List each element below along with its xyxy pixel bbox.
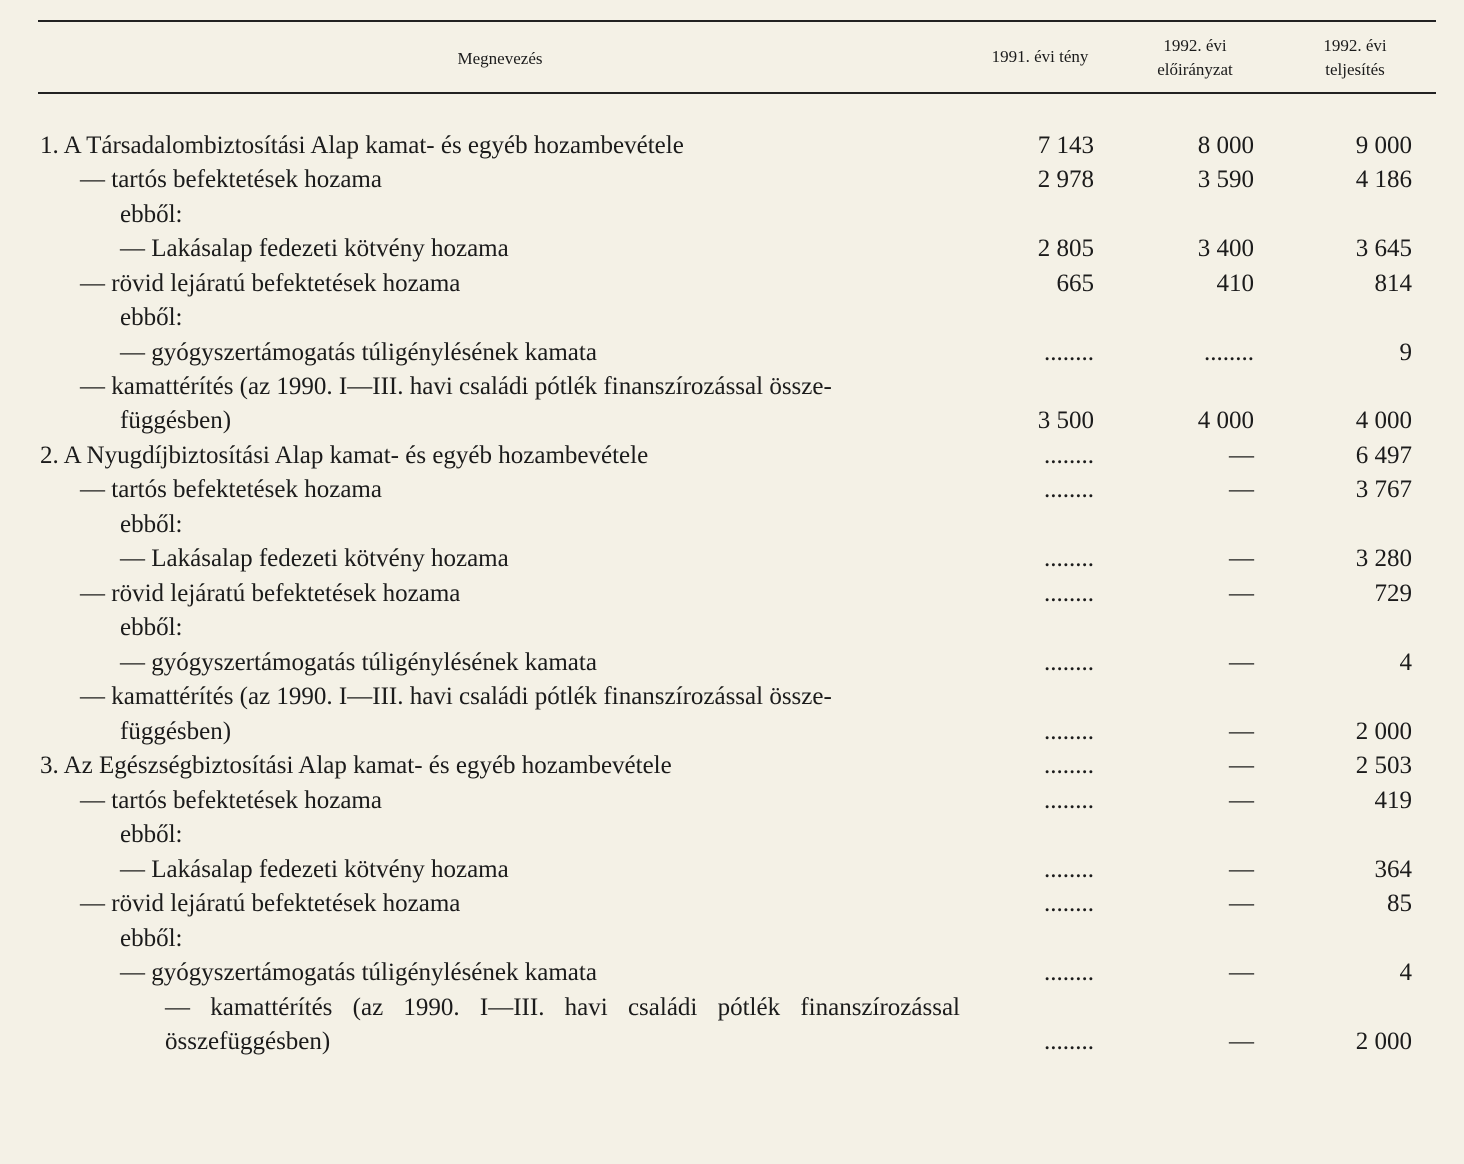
value-1992-actual: 85: [1387, 890, 1412, 917]
row-label: — gyógyszertámogatás túligénylésének kamata: [120, 649, 597, 676]
row-label: — kamattérítés (az 1990. I—III. havi családi pótlék finanszírozással: [165, 994, 960, 1021]
table-row: [0, 232, 1464, 266]
value-1992-actual: 2 000: [1355, 1028, 1412, 1055]
value-1991-actual: ........: [1044, 787, 1094, 814]
value-1991-actual: 2 805: [1037, 235, 1094, 262]
value-1992-actual: 3 645: [1355, 235, 1412, 262]
value-1992-plan: —: [1229, 718, 1254, 745]
value-1992-plan: 410: [1216, 270, 1254, 297]
value-1991-actual: ........: [1044, 339, 1094, 366]
table-row: [0, 1025, 1464, 1059]
value-1992-plan: —: [1229, 787, 1254, 814]
value-1991-actual: ........: [1044, 959, 1094, 986]
row-label: — rövid lejáratú befektetések hozama: [80, 890, 461, 917]
row-label: függésben): [120, 407, 232, 434]
table-row: [0, 749, 1464, 783]
row-label: 2. A Nyugdíjbiztosítási Alap kamat- és egyéb hozambevétele: [40, 442, 649, 469]
value-1991-actual: 665: [1056, 270, 1094, 297]
value-1992-actual: 9: [1399, 339, 1412, 366]
value-1992-actual: 6 497: [1355, 442, 1412, 469]
value-1992-actual: 9 000: [1355, 132, 1412, 159]
value-1991-actual: 2 978: [1037, 166, 1094, 193]
row-label: ebből:: [120, 304, 183, 331]
value-1991-actual: 7 143: [1037, 132, 1094, 159]
row-label: függésben): [120, 718, 232, 745]
table-top-rule: [38, 20, 1436, 22]
row-label: ebből:: [120, 201, 183, 228]
table-row: [0, 922, 1464, 956]
value-1991-actual: ........: [1044, 752, 1094, 779]
header-1992-actual: [1290, 34, 1420, 82]
table-row: [0, 887, 1464, 921]
value-1992-plan: —: [1229, 1028, 1254, 1055]
table-row: [0, 818, 1464, 852]
value-1991-actual: ........: [1044, 856, 1094, 883]
value-1992-plan: —: [1229, 649, 1254, 676]
row-label: — Lakásalap fedezeti kötvény hozama: [120, 235, 509, 262]
header-name: Megnevezés: [457, 49, 543, 68]
header-1992-actual-line2: teljesítés: [1325, 60, 1385, 79]
row-label: 3. Az Egészségbiztosítási Alap kamat- és egyéb hozambevétele: [40, 752, 672, 779]
row-label: ebből:: [120, 614, 183, 641]
row-label: — tartós befektetések hozama: [80, 476, 382, 503]
table-row: [0, 646, 1464, 680]
table-row: [0, 611, 1464, 645]
value-1992-actual: 2 000: [1355, 718, 1412, 745]
row-label: — kamattérítés (az 1990. I—III. havi családi pótlék finanszírozással össze-: [80, 373, 832, 400]
value-1992-actual: 4: [1399, 959, 1412, 986]
header-1992-plan: [1130, 34, 1260, 82]
table-row: [0, 991, 1464, 1025]
row-label: — gyógyszertámogatás túligénylésének kamata: [120, 959, 597, 986]
header-1991-actual: 1991. évi tény: [991, 47, 1089, 66]
table-row: [0, 542, 1464, 576]
value-1992-actual: 4: [1399, 649, 1412, 676]
table-row: [0, 473, 1464, 507]
value-1992-plan: —: [1229, 442, 1254, 469]
row-label: — tartós befektetések hozama: [80, 166, 382, 193]
row-label: ebből:: [120, 511, 183, 538]
value-1991-actual: ........: [1044, 442, 1094, 469]
row-label: — rövid lejáratú befektetések hozama: [80, 270, 461, 297]
value-1992-plan: 4 000: [1197, 407, 1254, 434]
table-row: [0, 439, 1464, 473]
value-1991-actual: ........: [1044, 545, 1094, 572]
table-row: [0, 577, 1464, 611]
value-1991-actual: ........: [1044, 1028, 1094, 1055]
table-row: [0, 956, 1464, 990]
value-1991-actual: ........: [1044, 890, 1094, 917]
table-row: [0, 404, 1464, 438]
value-1992-actual: 419: [1374, 787, 1412, 814]
table-row: [0, 301, 1464, 335]
row-label: ebből:: [120, 925, 183, 952]
value-1991-actual: ........: [1044, 476, 1094, 503]
value-1992-plan: —: [1229, 580, 1254, 607]
table-row: [0, 370, 1464, 404]
value-1992-actual: 3 280: [1355, 545, 1412, 572]
row-label: — tartós befektetések hozama: [80, 787, 382, 814]
row-label: — Lakásalap fedezeti kötvény hozama: [120, 545, 509, 572]
value-1992-plan: ........: [1204, 339, 1254, 366]
value-1992-plan: —: [1229, 856, 1254, 883]
table-row: [0, 129, 1464, 163]
table-row: [0, 680, 1464, 714]
value-1992-plan: 8 000: [1197, 132, 1254, 159]
table-row: [0, 508, 1464, 542]
value-1992-actual: 729: [1374, 580, 1412, 607]
table-row: [0, 784, 1464, 818]
value-1992-actual: 2 503: [1355, 752, 1412, 779]
header-1992-actual-line1: 1992. évi: [1323, 36, 1387, 55]
value-1992-plan: —: [1229, 545, 1254, 572]
row-label: 1. A Társadalombiztosítási Alap kamat- és egyéb hozambevétele: [40, 132, 684, 159]
header-1992-plan-line1: 1992. évi: [1163, 36, 1227, 55]
header-1992-plan-line2: előirányzat: [1157, 60, 1233, 79]
value-1992-plan: 3 400: [1197, 235, 1254, 262]
table-row: [0, 336, 1464, 370]
table-row: [0, 198, 1464, 232]
value-1992-plan: —: [1229, 890, 1254, 917]
value-1992-actual: 4 186: [1355, 166, 1412, 193]
value-1992-actual: 3 767: [1355, 476, 1412, 503]
value-1991-actual: ........: [1044, 649, 1094, 676]
value-1992-actual: 4 000: [1355, 407, 1412, 434]
row-label: — Lakásalap fedezeti kötvény hozama: [120, 856, 509, 883]
value-1991-actual: ........: [1044, 718, 1094, 745]
table-row: [0, 715, 1464, 749]
value-1992-plan: —: [1229, 476, 1254, 503]
row-label: — gyógyszertámogatás túligénylésének kamata: [120, 339, 597, 366]
value-1992-actual: 364: [1374, 856, 1412, 883]
value-1991-actual: 3 500: [1037, 407, 1094, 434]
row-label: — rövid lejáratú befektetések hozama: [80, 580, 461, 607]
value-1992-plan: —: [1229, 752, 1254, 779]
row-label: összefüggésben): [165, 1028, 331, 1055]
row-label: — kamattérítés (az 1990. I—III. havi családi pótlék finanszírozással össze-: [80, 683, 832, 710]
table-row: [0, 853, 1464, 887]
value-1992-plan: 3 590: [1197, 166, 1254, 193]
table-header-rule: [38, 92, 1436, 94]
table-row: [0, 267, 1464, 301]
value-1992-actual: 814: [1374, 270, 1412, 297]
value-1992-plan: —: [1229, 959, 1254, 986]
value-1991-actual: ........: [1044, 580, 1094, 607]
row-label: ebből:: [120, 821, 183, 848]
table-row: [0, 163, 1464, 197]
